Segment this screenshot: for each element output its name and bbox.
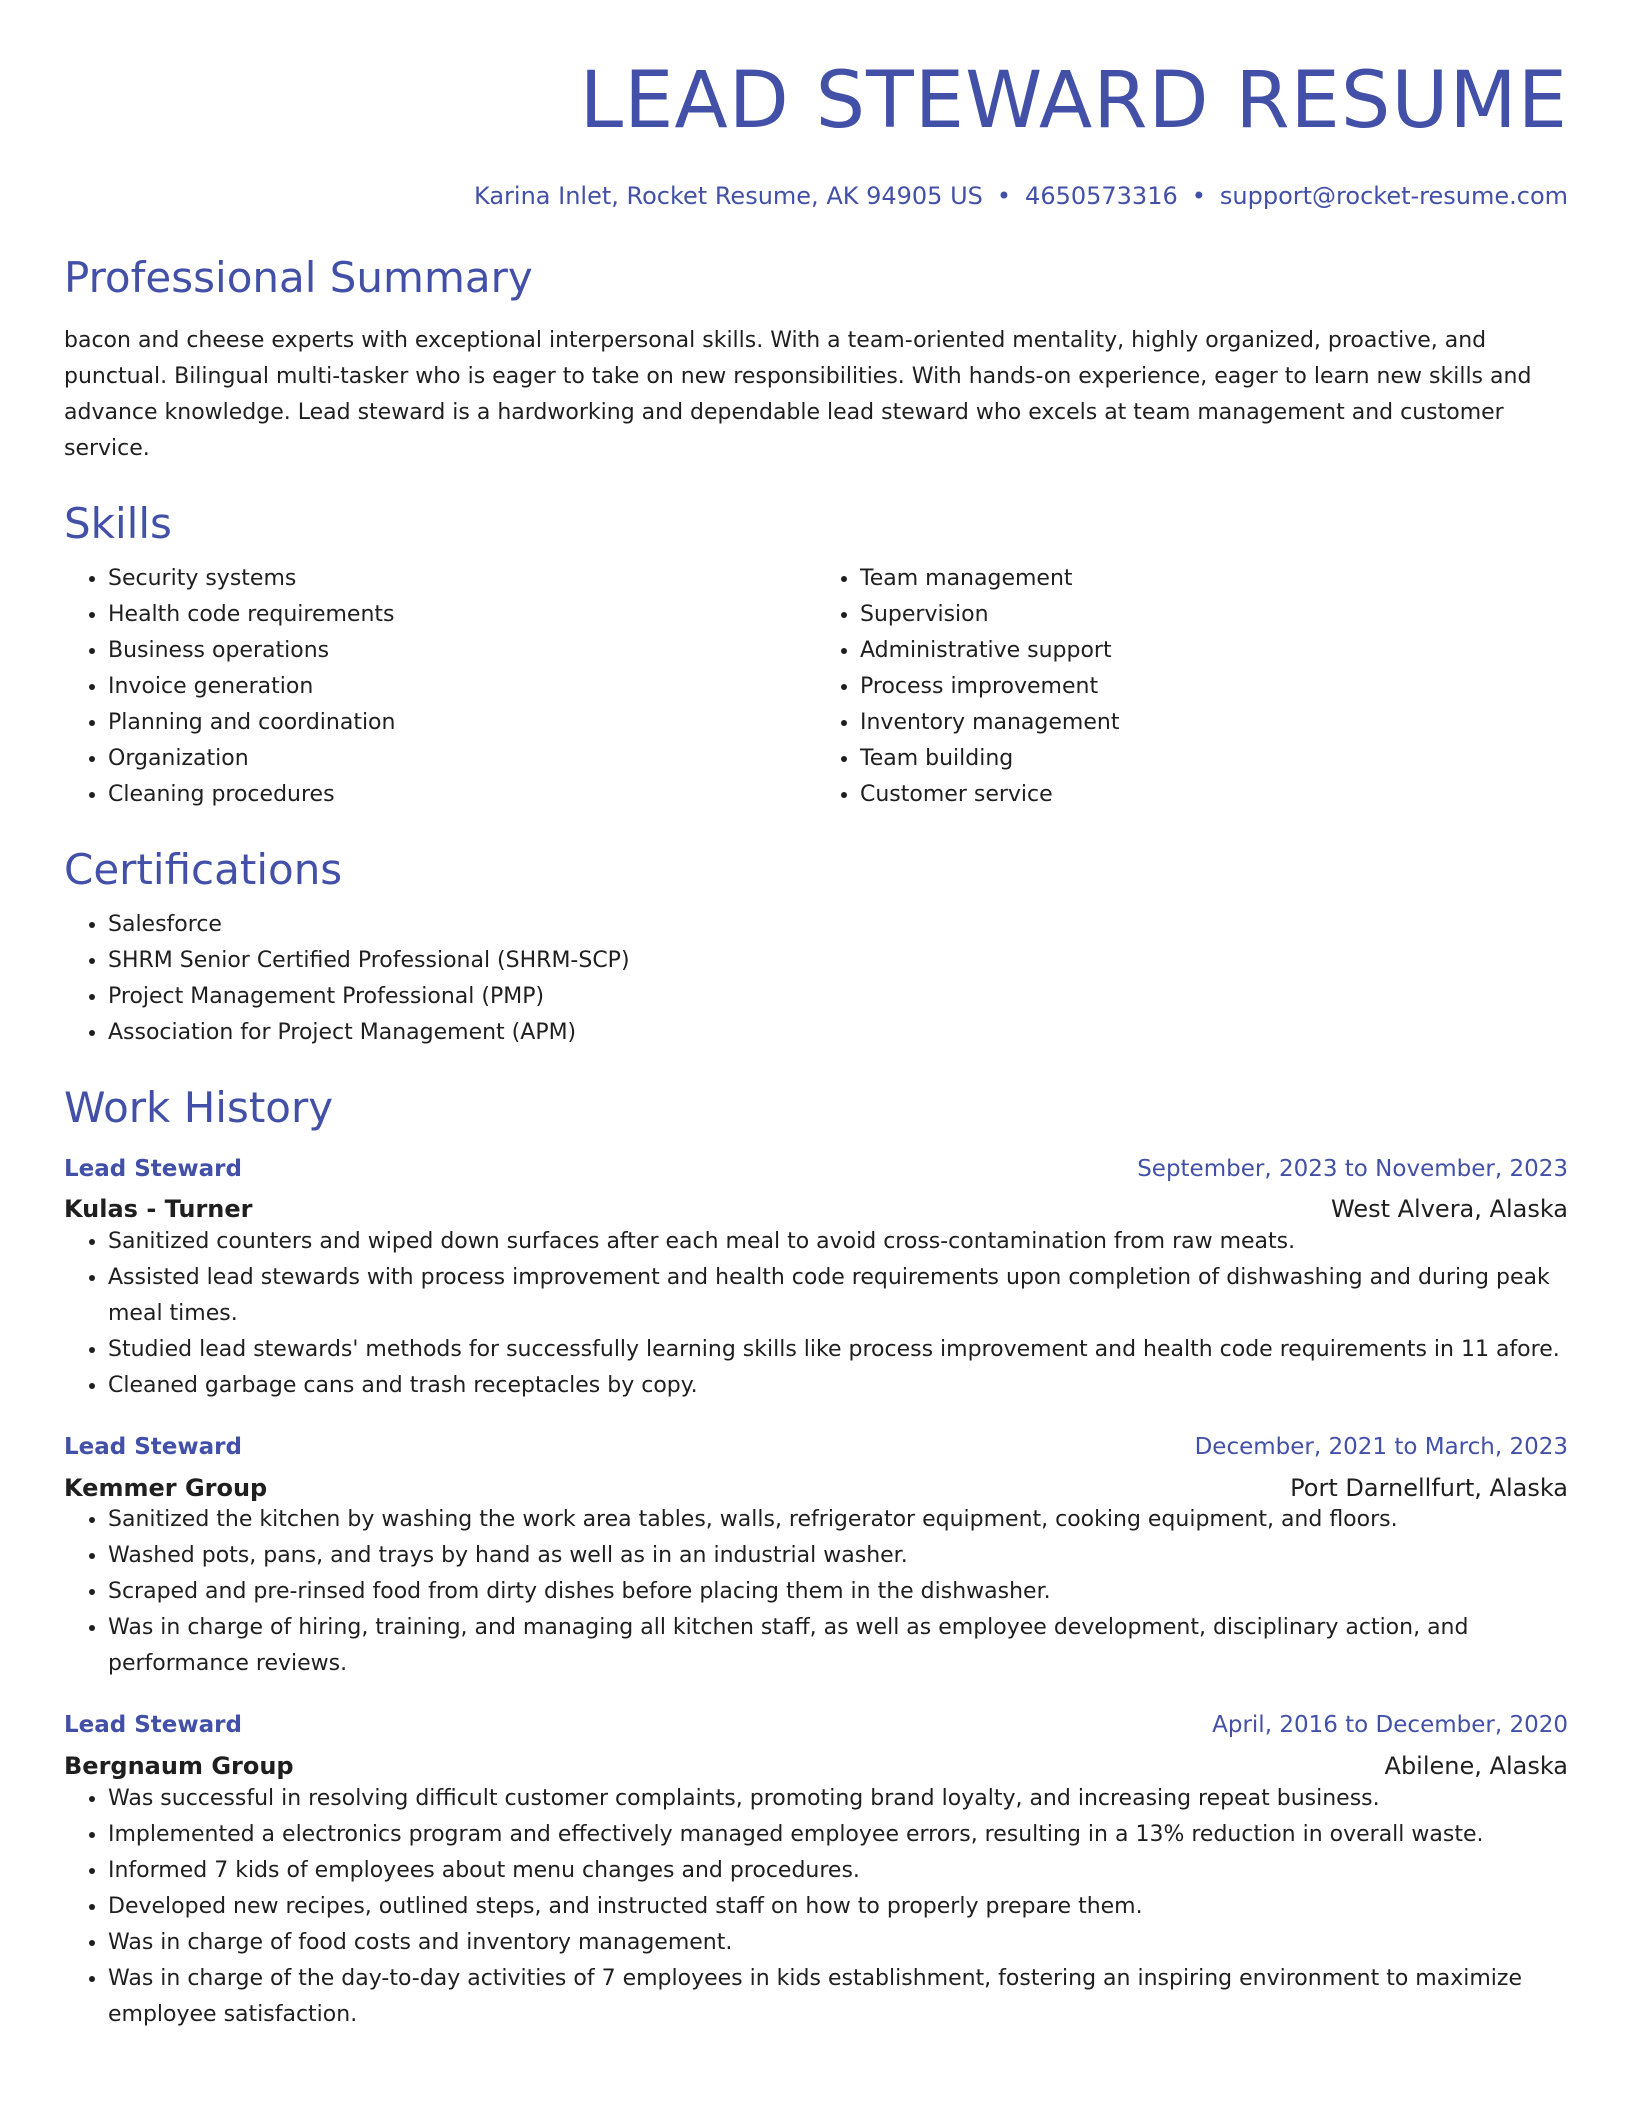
skill-item: • Business operations xyxy=(108,633,816,669)
job-dates: April, 2016 to December, 2020 xyxy=(1212,1712,1568,1739)
job-title: Lead Steward xyxy=(64,1155,242,1182)
job-duty: • Cleaned garbage cans and trash receptacles by copy. xyxy=(108,1368,1568,1404)
skill-item: • Organization xyxy=(108,741,816,777)
contact-line xyxy=(64,182,1568,211)
certification-item: • Salesforce xyxy=(108,907,1568,943)
job-location: Port Darnellfurt, Alaska xyxy=(1290,1473,1568,1502)
job-company: Bergnaum Group xyxy=(64,1751,294,1780)
job-location: Abilene, Alaska xyxy=(1384,1751,1568,1780)
contact-phone: 4650573316 xyxy=(1025,182,1178,210)
skill-item: • Team management xyxy=(860,561,1568,597)
job-duty: • Sanitized the kitchen by washing the work area tables, walls, refrigerator equipment, cooking equipment, and floors. xyxy=(108,1502,1568,1538)
job-company: Kemmer Group xyxy=(64,1473,268,1502)
certifications-list xyxy=(64,907,1568,1051)
job-company: Kulas - Turner xyxy=(64,1195,253,1224)
skills-heading: Skills xyxy=(64,498,172,548)
job-duty: • Was in charge of hiring, training, and managing all kitchen staff, as well as employee development, disciplinary action, and performance reviews. xyxy=(108,1610,1568,1682)
job-subheader xyxy=(64,1752,1568,1781)
job-duty: • Scraped and pre-rinsed food from dirty dishes before placing them in the dishwasher. xyxy=(108,1574,1568,1610)
job-duties xyxy=(64,1781,1568,2033)
skill-item: • Process improvement xyxy=(860,669,1568,705)
skill-item: • Administrative support xyxy=(860,633,1568,669)
skill-item: • Customer service xyxy=(860,777,1568,813)
job-duty: • Sanitized counters and wiped down surfaces after each meal to avoid cross-contamination from raw meats. xyxy=(108,1224,1568,1260)
skill-item: • Invoice generation xyxy=(108,669,816,705)
skill-item: • Security systems xyxy=(108,561,816,597)
job-title: Lead Steward xyxy=(64,1712,242,1739)
job-duty: • Was successful in resolving difficult customer complaints, promoting brand loyalty, and increasing repeat business. xyxy=(108,1781,1568,1817)
job-duty: • Implemented a electronics program and effectively managed employee errors, resulting in a 13% reduction in overall waste. xyxy=(108,1817,1568,1853)
job-duty: • Assisted lead stewards with process improvement and health code requirements upon completion of dishwashing and during peak meal times. xyxy=(108,1260,1568,1332)
skill-item: • Inventory management xyxy=(860,705,1568,741)
job-entry xyxy=(64,1156,1568,1404)
skill-item: • Planning and coordination xyxy=(108,705,816,741)
job-entry xyxy=(64,1712,1568,2032)
job-duty: • Developed new recipes, outlined steps, and instructed staff on how to properly prepare them. xyxy=(108,1889,1568,1925)
contact-separator: • xyxy=(1191,182,1206,210)
skills-grid xyxy=(64,561,1568,813)
certification-item: • Association for Project Management (APM) xyxy=(108,1015,1568,1051)
job-duty: • Was in charge of food costs and inventory management. xyxy=(108,1925,1568,1961)
skill-item: • Team building xyxy=(860,741,1568,777)
job-duty: • Informed 7 kids of employees about menu changes and procedures. xyxy=(108,1853,1568,1889)
summary-text: bacon and cheese experts with exceptional interpersonal skills. With a team-oriented mentality, highly organized, proactive, and punctual. Bilingual multi-tasker who is eager to take on new responsibilities. With hands-on experience, eager to learn new skills and advance knowledge. Lead steward is a hardworking and dependable lead steward who excels at team management and customer service. xyxy=(64,327,1532,461)
job-duties xyxy=(64,1224,1568,1404)
job-duties xyxy=(64,1502,1568,1682)
skills-list-left xyxy=(64,561,816,813)
work-history-heading: Work History xyxy=(64,1083,334,1133)
certification-item: • Project Management Professional (PMP) xyxy=(108,979,1568,1015)
job-duty: • Washed pots, pans, and trays by hand as well as in an industrial washer. xyxy=(108,1538,1568,1574)
skill-item: • Cleaning procedures xyxy=(108,777,816,813)
skill-item: • Supervision xyxy=(860,597,1568,633)
contact-email: support@rocket-resume.com xyxy=(1219,182,1568,210)
job-header xyxy=(64,1156,1568,1184)
contact-address: Karina Inlet, Rocket Resume, AK 94905 US xyxy=(474,182,983,210)
job-duty: • Studied lead stewards' methods for successfully learning skills like process improvement and health code requirements in 11 afore. xyxy=(108,1332,1568,1368)
job-entry xyxy=(64,1434,1568,1682)
resume-title: LEAD STEWARD RESUME xyxy=(579,56,1568,146)
job-dates: December, 2021 to March, 2023 xyxy=(1194,1433,1568,1460)
contact-separator: • xyxy=(996,182,1012,210)
skill-item: • Health code requirements xyxy=(108,597,816,633)
job-subheader xyxy=(64,1195,1568,1224)
job-duty: • Was in charge of the day-to-day activities of 7 employees in kids establishment, fostering an inspiring environment to maximize employee satisfaction. xyxy=(108,1961,1568,2033)
certifications-heading: Certifications xyxy=(64,845,343,895)
skills-list-right xyxy=(816,561,1568,813)
job-header xyxy=(64,1434,1568,1462)
job-title: Lead Steward xyxy=(64,1433,242,1460)
job-location: West Alvera, Alaska xyxy=(1331,1195,1568,1224)
certification-item: • SHRM Senior Certified Professional (SHRM-SCP) xyxy=(108,943,1568,979)
job-subheader xyxy=(64,1474,1568,1503)
summary-heading: Professional Summary xyxy=(64,252,533,302)
job-dates: September, 2023 to November, 2023 xyxy=(1137,1155,1568,1182)
job-header xyxy=(64,1712,1568,1740)
